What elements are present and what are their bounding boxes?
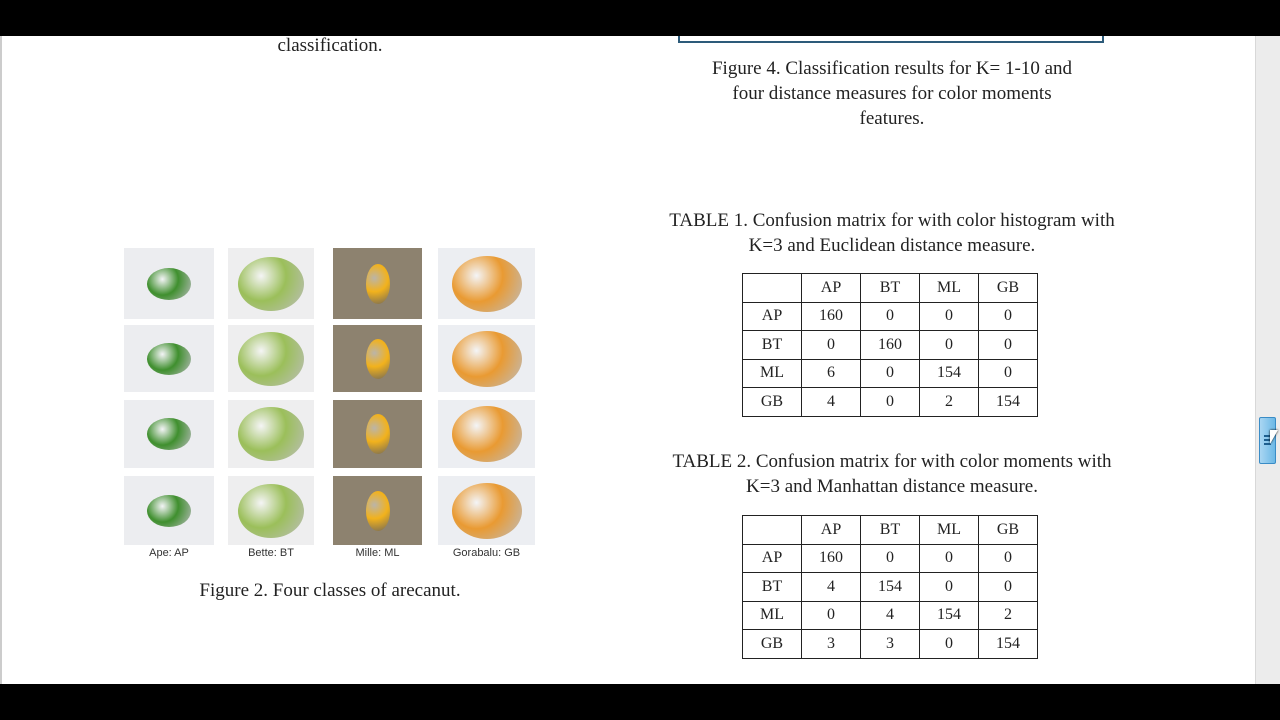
arecanut-photo-bt xyxy=(228,248,314,319)
table-cell: 0 xyxy=(802,331,861,360)
table-cell: 0 xyxy=(979,544,1038,573)
arecanut-photo-ml xyxy=(333,400,422,468)
caption-line: Figure 4. Classification results for K= 1-10 and xyxy=(711,58,1073,79)
table-row xyxy=(743,601,1038,630)
table-header-row xyxy=(743,516,1038,545)
table-cell: 154 xyxy=(920,601,979,630)
table-cell: ML xyxy=(743,359,802,388)
arecanut-photo-ap xyxy=(124,325,214,392)
table-cell: 0 xyxy=(861,359,920,388)
table-cell: ML xyxy=(743,601,802,630)
table-row xyxy=(743,388,1038,417)
table-cell: GB xyxy=(743,630,802,659)
table-cell: 154 xyxy=(861,573,920,602)
table-cell: GB xyxy=(979,274,1038,303)
arecanut-fruit xyxy=(238,332,304,386)
arecanut-photo-ml xyxy=(333,325,422,392)
table-cell: 160 xyxy=(802,302,861,331)
caption-line: K=3 and Manhattan distance measure. xyxy=(746,476,1038,497)
arecanut-photo-gb xyxy=(438,248,535,319)
caption-line: TABLE 1. Confusion matrix for with color histogram with xyxy=(669,210,1115,231)
arecanut-fruit xyxy=(147,495,191,527)
table-cell: AP xyxy=(743,544,802,573)
table-row xyxy=(743,573,1038,602)
table-cell: 0 xyxy=(920,302,979,331)
table-cell xyxy=(743,516,802,545)
table2-caption xyxy=(602,449,1182,499)
arecanut-photo-ml xyxy=(333,248,422,319)
table-cell: 0 xyxy=(979,302,1038,331)
table-row xyxy=(743,630,1038,659)
caption-line: features. xyxy=(859,108,925,129)
arecanut-photo-ap xyxy=(124,476,214,545)
table-cell: 154 xyxy=(979,388,1038,417)
table-header-row xyxy=(743,274,1038,303)
arecanut-photo-bt xyxy=(228,476,314,545)
figure4-caption xyxy=(632,56,1152,131)
table-cell: ML xyxy=(920,274,979,303)
table-cell: 2 xyxy=(920,388,979,417)
class-label: Ape: AP xyxy=(149,547,189,559)
table-row xyxy=(743,359,1038,388)
table-row xyxy=(743,331,1038,360)
table-cell: 0 xyxy=(861,388,920,417)
table-cell: 0 xyxy=(861,544,920,573)
figure4-frame xyxy=(678,36,1104,43)
arecanut-photo-gb xyxy=(438,476,535,545)
table-cell: AP xyxy=(743,302,802,331)
arecanut-fruit xyxy=(366,264,390,304)
class-label: Gorabalu: GB xyxy=(452,547,521,559)
table1-caption xyxy=(602,208,1182,258)
table-cell: 4 xyxy=(802,573,861,602)
arecanut-fruit xyxy=(452,256,522,312)
class-label: Mille: ML xyxy=(355,547,400,559)
table-cell: 3 xyxy=(861,630,920,659)
table-row xyxy=(743,544,1038,573)
arecanut-photo-ml xyxy=(333,476,422,545)
table2-confusion-matrix xyxy=(742,515,1038,659)
caption-line: TABLE 2. Confusion matrix for with color moments with xyxy=(672,451,1112,472)
table-cell: BT xyxy=(743,573,802,602)
table-cell: ML xyxy=(920,516,979,545)
table-cell: BT xyxy=(743,331,802,360)
arecanut-photo-ap xyxy=(124,248,214,319)
arecanut-fruit xyxy=(238,484,304,538)
arecanut-photo-ap xyxy=(124,400,214,468)
table-cell: 0 xyxy=(861,302,920,331)
scrollbar-thumb[interactable] xyxy=(1259,417,1276,464)
figure2-caption: Figure 2. Four classes of arecanut. xyxy=(199,580,461,601)
arecanut-fruit xyxy=(366,491,390,531)
table-cell: 2 xyxy=(979,601,1038,630)
arecanut-photo-bt xyxy=(228,400,314,468)
table-cell: BT xyxy=(861,516,920,545)
table-cell xyxy=(743,274,802,303)
table-cell: 0 xyxy=(920,544,979,573)
arecanut-photo-gb xyxy=(438,400,535,468)
table-cell: GB xyxy=(743,388,802,417)
table1-confusion-matrix xyxy=(742,273,1038,417)
table-cell: 0 xyxy=(920,573,979,602)
table-cell: 6 xyxy=(802,359,861,388)
caption-line: four distance measures for color moments xyxy=(732,83,1052,104)
caption-line: K=3 and Euclidean distance measure. xyxy=(748,235,1036,256)
arecanut-fruit xyxy=(452,406,522,462)
table-cell: 0 xyxy=(979,359,1038,388)
table-cell: 0 xyxy=(979,331,1038,360)
class-label: Bette: BT xyxy=(248,547,294,559)
table-cell: 3 xyxy=(802,630,861,659)
arecanut-photo-gb xyxy=(438,325,535,392)
arecanut-photo-bt xyxy=(228,325,314,392)
table-cell: 0 xyxy=(920,331,979,360)
body-text-fragment: classification. xyxy=(277,35,383,56)
arecanut-fruit xyxy=(238,407,304,461)
table-cell: 4 xyxy=(861,601,920,630)
arecanut-fruit xyxy=(238,257,304,311)
table-cell: BT xyxy=(861,274,920,303)
table-cell: 160 xyxy=(802,544,861,573)
arecanut-fruit xyxy=(147,418,191,450)
arecanut-fruit xyxy=(366,414,390,454)
table-cell: 154 xyxy=(979,630,1038,659)
table-cell: 0 xyxy=(920,630,979,659)
arecanut-fruit xyxy=(366,339,390,379)
table-cell: 154 xyxy=(920,359,979,388)
arecanut-fruit xyxy=(452,483,522,539)
document-page xyxy=(0,36,1255,684)
table-cell: GB xyxy=(979,516,1038,545)
table-cell: AP xyxy=(802,274,861,303)
table-row xyxy=(743,302,1038,331)
arecanut-fruit xyxy=(147,268,191,300)
table-cell: 0 xyxy=(979,573,1038,602)
mouse-cursor-icon xyxy=(1270,430,1278,444)
table-cell: AP xyxy=(802,516,861,545)
arecanut-fruit xyxy=(452,331,522,387)
table-cell: 160 xyxy=(861,331,920,360)
vertical-scrollbar[interactable] xyxy=(1255,36,1280,684)
table-cell: 0 xyxy=(802,601,861,630)
arecanut-fruit xyxy=(147,343,191,375)
table-cell: 4 xyxy=(802,388,861,417)
